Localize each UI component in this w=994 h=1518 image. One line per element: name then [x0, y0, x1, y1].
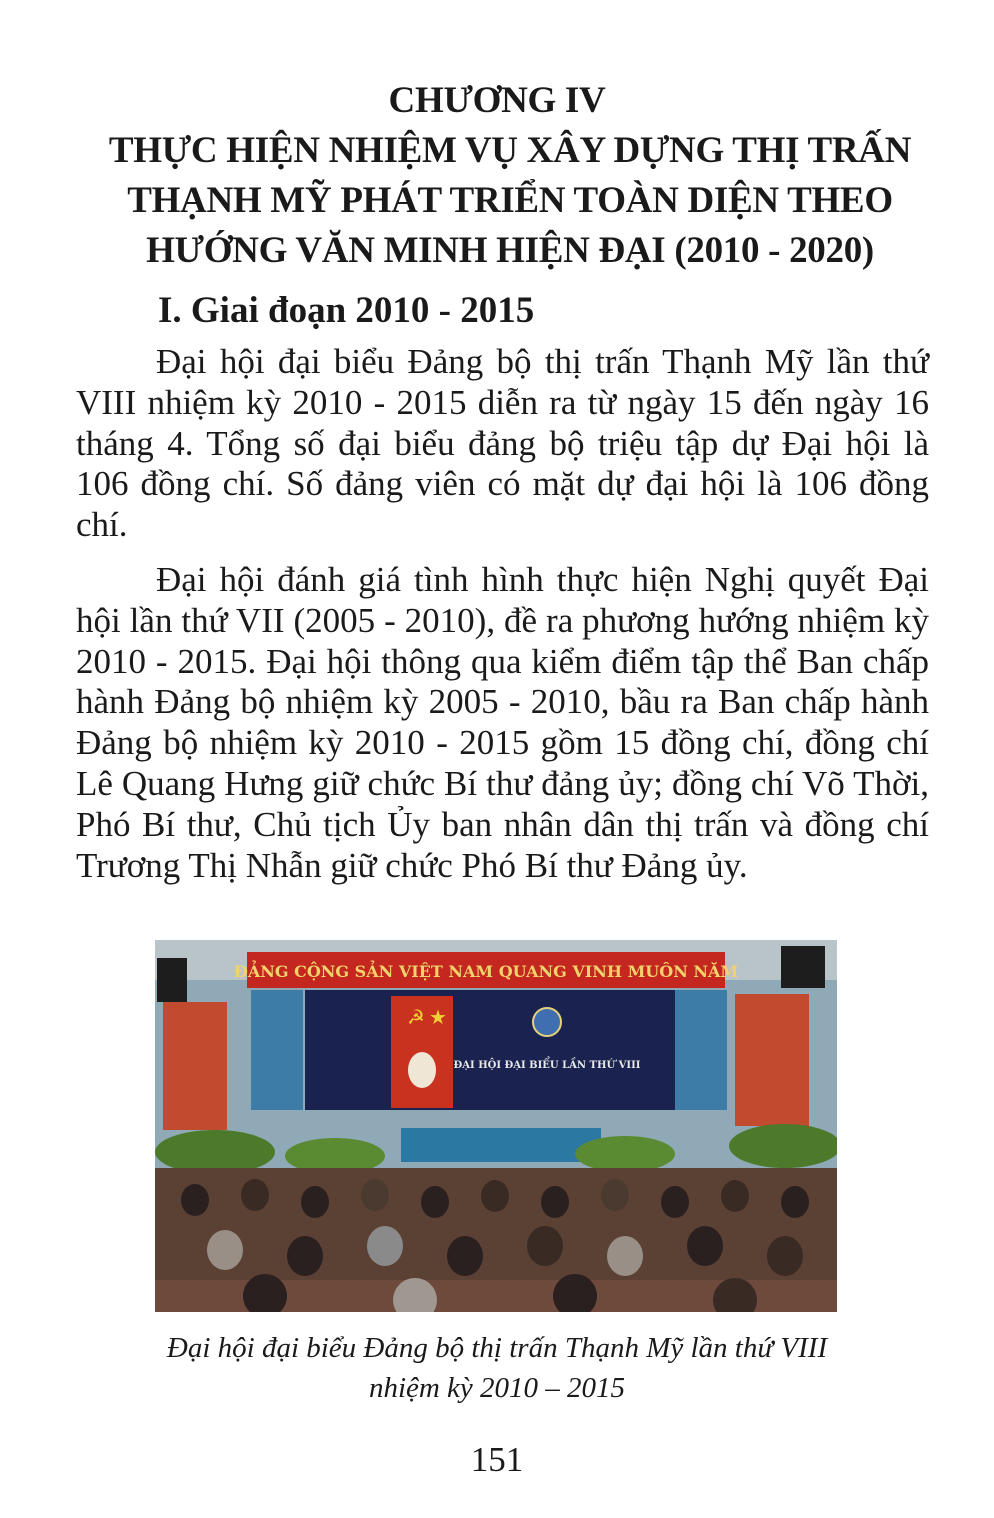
chapter-label: CHƯƠNG IV	[388, 80, 606, 121]
chapter-title-line: THỰC HIỆN NHIỆM VỤ XÂY DỰNG THỊ TRẤN	[108, 130, 912, 171]
chapter-title-line: THẠNH MỸ PHÁT TRIỂN TOÀN DIỆN THEO	[127, 180, 893, 221]
chapter-title-line: HƯỚNG VĂN MINH HIỆN ĐẠI (2010 - 2020)	[146, 230, 874, 271]
congress-photo	[155, 940, 837, 1312]
body-paragraph: Đại hội đánh giá tình hình thực hiện Nghị quyết Đại hội lần thứ VII (2005 - 2010), đề ra phương hướng nhiệm kỳ 2010 - 2015. Đại hội thông qua kiểm điểm tập thể Ban chấp hành Đảng bộ nhiệm kỳ 2005 - 2010, bầu ra Ban chấp hành Đảng bộ nhiệm kỳ 2010 - 2015 gồm 15 đồng chí, đồng chí Lê Quang Hưng giữ chức Bí thư đảng ủy; đồng chí Võ Thời, Phó Bí thư, Chủ tịch Ủy ban nhân dân thị trấn và đồng chí Trương Thị Nhẫn giữ chức Phó Bí thư Đảng ủy.	[76, 560, 929, 885]
side-panel	[735, 994, 809, 1126]
photo-caption-line: Đại hội đại biểu Đảng bộ thị trấn Thạnh Mỹ lần thứ VIII	[166, 1332, 828, 1364]
speaker-icon	[781, 946, 825, 988]
speaker-icon	[157, 958, 187, 1002]
stage-text: ĐẠI HỘI ĐẠI BIỂU LẦN THỨ VIII	[453, 1060, 641, 1071]
star-icon: ★	[429, 1005, 447, 1029]
chapter-title	[60, 126, 960, 276]
bust-statue	[408, 1052, 436, 1088]
congress-photo-illustration	[155, 940, 837, 1312]
section-heading: I. Giai đoạn 2010 - 2015	[158, 290, 535, 331]
body-paragraph: Đại hội đại biểu Đảng bộ thị trấn Thạnh Mỹ lần thứ VIII nhiệm kỳ 2010 - 2015 diễn ra từ ngày 15 đến ngày 16 tháng 4. Tổng số đại biểu đảng bộ triệu tập dự Đại hội là 106 đồng chí. Số đảng viên có mặt dự đại hội là 106 đồng chí.	[76, 342, 929, 545]
presidium-table	[401, 1128, 601, 1162]
slogan-banner-text: ĐẢNG CỘNG SẢN VIỆT NAM QUANG VINH MUÔN NĂM	[233, 962, 739, 981]
side-panel	[163, 1002, 227, 1130]
photo-caption-line: nhiệm kỳ 2010 – 2015	[368, 1372, 626, 1404]
hammer-sickle-icon: ☭	[407, 1005, 425, 1029]
photo-caption	[60, 1328, 934, 1408]
page-number: 151	[470, 1440, 524, 1479]
emblem-icon	[533, 1008, 561, 1036]
